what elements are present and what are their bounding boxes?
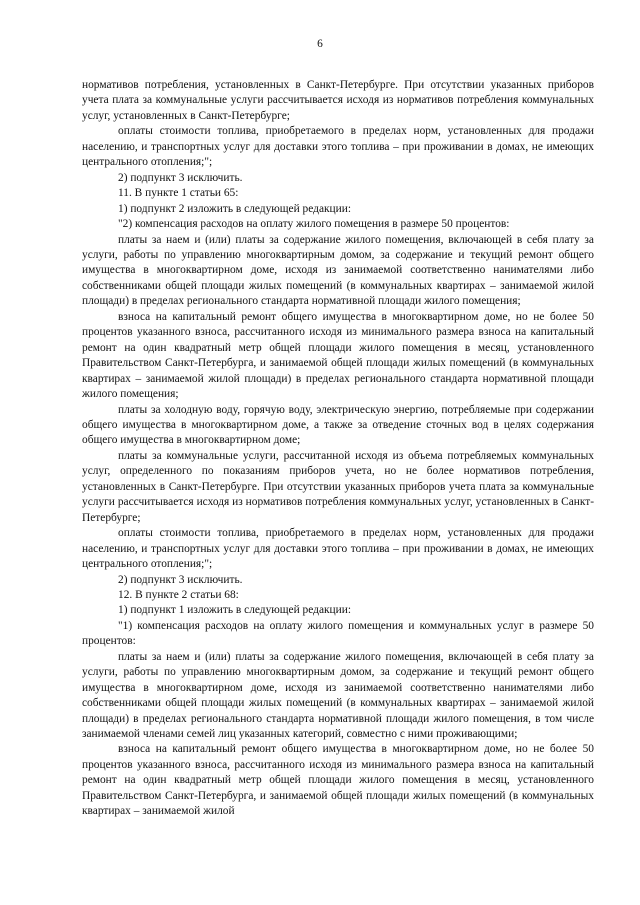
- paragraph-rent-payment: платы за наем и (или) платы за содержание жилого помещения, включающей в себя плату за услуги, работы по управлению многоквартирным домом, за содержание и текущий ремонт общего имущества в многоквартирном доме, исходя из занимаемой соответственно нанимателями либо собственниками общей площади жилых помещений (в коммунальных квартирах – занимаемой жилой площади) в пределах регионального стандарта нормативной площади жилого помещения;: [82, 233, 594, 308]
- paragraph-subclause-exclusion: 2) подпункт 3 исключить.: [118, 171, 243, 184]
- paragraph-subclause-exclusion: 2) подпункт 3 исключить.: [118, 573, 243, 586]
- paragraph-item-heading: 11. В пункте 1 статьи 65:: [118, 187, 239, 200]
- paragraph-compensation-clause: "1) компенсация расходов на оплату жилого помещения и коммунальных услуг в размере 50 процентов:: [82, 619, 594, 648]
- paragraph-subclause-amendment: 1) подпункт 2 изложить в следующей редакции:: [118, 202, 351, 215]
- paragraph-compensation-clause: "2) компенсация расходов на оплату жилого помещения в размере 50 процентов:: [118, 218, 510, 231]
- paragraph-utility-payment: платы за коммунальные услуги, рассчитанной исходя из объема потребляемых коммунальных услуг, определенного по показаниям приборов учета, но не более нормативов потребления, установленных в Санкт-Петербурге. При отсутствии указанных приборов учета плата за коммунальные услуги рассчитывается исходя из нормативов потребления коммунальных услуг, установленных в Санкт-Петербурге;: [82, 449, 594, 524]
- paragraph-capital-repair: взноса на капитальный ремонт общего имущества в многоквартирном доме, но не более 50 процентов указанного взноса, рассчитанного исходя из минимального размера взноса на капитальный ремонт на один квадратный метр общей площади жилого помещения в месяц, установленного Правительством Санкт-Петербурга, и занимаемой общей площади жилых помещений (в коммунальных квартирах – занимаемой жилой площади) в пределах регионального стандарта нормативной площади жилого помещения;: [82, 310, 594, 401]
- paragraph-continuation: нормативов потребления, установленных в Санкт-Петербурге. При отсутствии указанных приборов учета плата за коммунальные услуги рассчитывается исходя из нормативов потребления коммунальных услуг, установленных в Санкт-Петербурге;: [82, 79, 594, 122]
- document-body: [82, 78, 594, 820]
- paragraph-item-heading: 12. В пункте 2 статьи 68:: [118, 588, 239, 601]
- page-number: 6: [317, 38, 323, 50]
- paragraph-subclause-amendment: 1) подпункт 1 изложить в следующей редакции:: [118, 604, 351, 617]
- paragraph-capital-repair: взноса на капитальный ремонт общего имущества в многоквартирном доме, но не более 50 процентов указанного взноса, рассчитанного исходя из минимального размера взноса на капитальный ремонт на один квадратный метр общей площади жилого помещения в месяц, установленного Правительством Санкт-Петербурга, и занимаемой общей площади жилых помещений (в коммунальных квартирах – занимаемой жилой: [82, 743, 594, 818]
- paragraph-fuel-payment: оплаты стоимости топлива, приобретаемого в пределах норм, установленных для продажи населению, и транспортных услуг для доставки этого топлива – при проживании в домах, не имеющих центрального отопления;";: [82, 125, 594, 169]
- paragraph-water-energy: платы за холодную воду, горячую воду, электрическую энергию, потребляемые при содержании общего имущества в многоквартирном доме, а также за отведение сточных вод в целях содержания общего имущества в многоквартирном доме;: [82, 403, 594, 447]
- paragraph-fuel-payment: оплаты стоимости топлива, приобретаемого в пределах норм, установленных для продажи населению, и транспортных услуг для доставки этого топлива – при проживании в домах, не имеющих центрального отопления;";: [82, 527, 594, 571]
- paragraph-rent-payment: платы за наем и (или) платы за содержание жилого помещения, включающей в себя плату за услуги, работы по управлению многоквартирным домом, за содержание и текущий ремонт общего имущества в многоквартирном доме, исходя из занимаемой соответственно нанимателями либо собственниками общей площади жилых помещений (в коммунальных квартирах – занимаемой жилой площади) в пределах регионального стандарта нормативной площади жилого помещения, в том числе занимаемой членами семей лиц указанных категорий, совместно с ними проживающими;: [82, 650, 594, 741]
